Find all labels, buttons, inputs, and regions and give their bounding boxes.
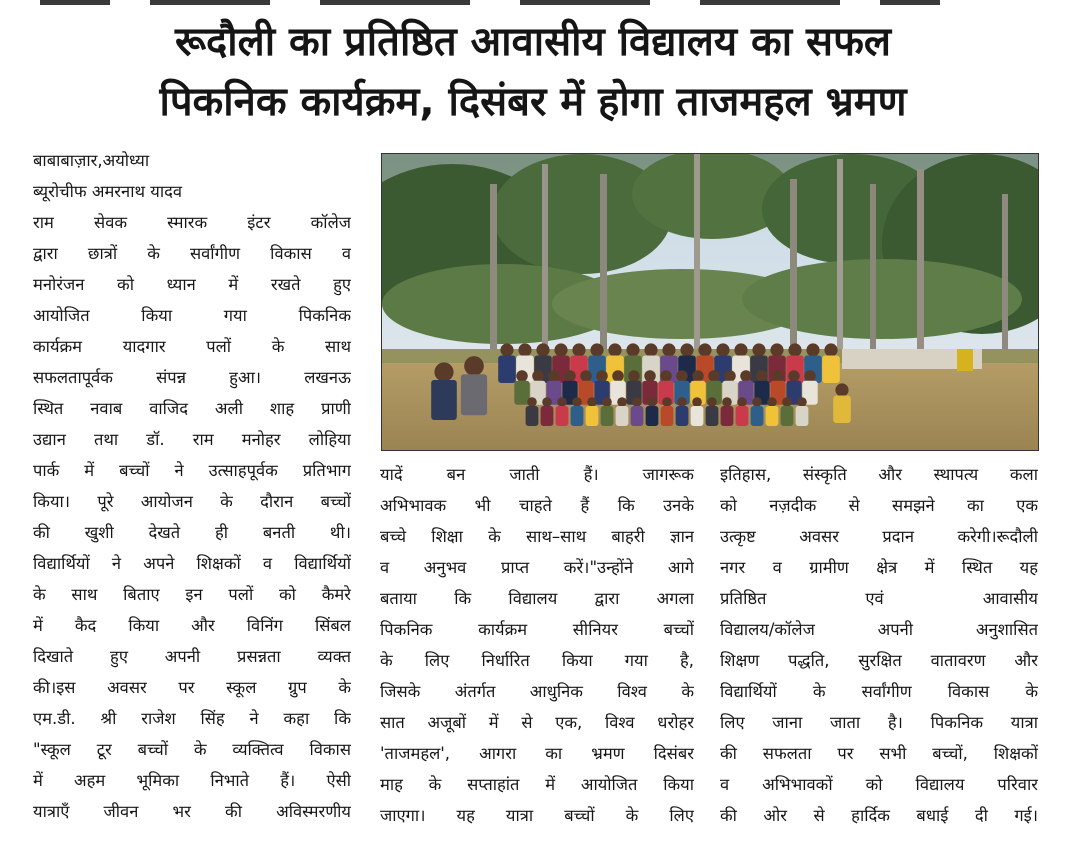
person-body: [631, 406, 644, 426]
article-text-line: "स्कूल टूर बच्चों के व्यक्तित्व विकास: [33, 740, 351, 759]
person-head: [677, 397, 687, 407]
article-column-3: [720, 459, 1038, 831]
person-body: [646, 406, 659, 426]
person-head: [602, 397, 612, 407]
person-head: [557, 397, 567, 407]
person-body: [461, 374, 487, 415]
person-head: [572, 343, 585, 356]
person-head: [740, 370, 752, 382]
headline-line-1: रूदौली का प्रतिष्ठित आवासीय विद्यालय का सफल: [174, 19, 892, 65]
person-head: [596, 370, 608, 382]
person-body: [833, 396, 851, 424]
article-text-line: लिए जाना जाता है। पिकनिक यात्रा: [720, 713, 1038, 732]
person-head: [737, 397, 747, 407]
person-head: [782, 397, 792, 407]
person-head: [708, 370, 720, 382]
person-head: [797, 397, 807, 407]
person-head: [698, 343, 711, 356]
person-head: [806, 343, 819, 356]
article-text-line: द्वारा छात्रों के सर्वांगीण विकास व: [33, 244, 351, 263]
person-head: [628, 370, 640, 382]
person-head: [676, 370, 688, 382]
article-text-line: पार्क में बच्चों ने उत्साहपूर्वक प्रतिभाग: [33, 461, 351, 480]
article-text-line: प्रतिष्ठित एवं आवासीय: [720, 589, 1038, 608]
person-head: [617, 397, 627, 407]
person-head: [626, 343, 639, 356]
person-head: [804, 370, 816, 382]
article-text-line: किया। पूरे आयोजन के दौरान बच्चों: [33, 492, 351, 511]
person-head: [644, 370, 656, 382]
person-head: [660, 370, 672, 382]
article-text-line: यादें बन जाती हैं। जागरूक: [380, 465, 694, 484]
article-text-line: यात्राएँ जीवन भर की अविस्मरणीय: [33, 802, 351, 821]
person-body: [541, 406, 554, 426]
person-head: [724, 370, 736, 382]
person-body: [736, 406, 749, 426]
person-head: [770, 343, 783, 356]
article-text-line: बताया कि विद्यालय द्वारा अगला: [380, 589, 694, 608]
cropped-text-fragment: [150, 0, 270, 5]
article-text-line: सात अजूबों में से एक, विश्व धरोहर: [380, 713, 694, 732]
person-head: [548, 370, 560, 382]
article-column-1: [33, 145, 351, 827]
article-text-line: आयोजित किया गया पिकनिक: [33, 306, 351, 325]
article-text-line: शिक्षण पद्धति, सुरक्षित वातावरण और: [720, 651, 1038, 670]
article-text-line: 'ताजमहल', आगरा का भ्रमण दिसंबर: [380, 744, 694, 763]
person-head: [500, 343, 513, 356]
article-text-line: इतिहास, संस्कृति और स्थापत्य कला: [720, 465, 1038, 484]
cropped-text-fragment: [520, 0, 650, 5]
article-text-line: में अहम भूमिका निभाते हैं। ऐसी: [33, 771, 351, 790]
person-head: [662, 397, 672, 407]
person-head: [518, 343, 531, 356]
article-text-line: उत्कृष्ट अवसर प्रदान करेगी।रूदौली: [720, 527, 1038, 546]
article-text-line: उद्यान तथा डॉ. राम मनोहर लोहिया: [33, 430, 351, 449]
person-head: [644, 343, 657, 356]
article-text-line: माह के सप्ताहांत में आयोजित किया: [380, 775, 694, 794]
article-text-line: के साथ बिताए इन पलों को कैमरे: [33, 585, 351, 604]
person-head: [767, 397, 777, 407]
person-head: [772, 370, 784, 382]
person-head: [756, 370, 768, 382]
article-text-line: विद्यार्थियों ने अपने शिक्षकों व विद्यार्थियों: [33, 554, 351, 573]
person-head: [587, 397, 597, 407]
cropped-text-fragment: [700, 0, 840, 5]
dateline-reporter: ब्यूरोचीफ अमरनाथ यादव: [33, 182, 183, 201]
cropped-previous-text: [0, 0, 1065, 8]
article-text-line: जाएगा। यह यात्रा बच्चों के लिए: [380, 806, 694, 825]
person-head: [716, 343, 729, 356]
person-head: [612, 370, 624, 382]
article-column-2: [380, 459, 694, 831]
person-body: [751, 406, 764, 426]
person-head: [734, 343, 747, 356]
person-body: [676, 406, 689, 426]
person-body: [431, 380, 457, 420]
headline-line-2: पिकनिक कार्यक्रम, दिसंबर में होगा ताजमहल भ्रमण: [159, 79, 907, 125]
article-text-line: स्थित नवाब वाजिद अली शाह प्राणी: [33, 399, 351, 418]
article-text-line: को नज़दीक से समझने का एक: [720, 496, 1038, 515]
article-text-line: पिकनिक कार्यक्रम सीनियर बच्चों: [380, 620, 694, 639]
article-text-line: व अभिभावकों को विद्यालय परिवार: [720, 775, 1038, 794]
article-text-line: नगर व ग्रामीण क्षेत्र में स्थित यह: [720, 558, 1038, 577]
cropped-text-fragment: [320, 0, 470, 5]
article-text-line: बच्चे शिक्षा के साथ–साथ बाहरी ज्ञान: [380, 527, 694, 546]
person-head: [532, 370, 544, 382]
person-body: [526, 406, 539, 426]
person-body: [766, 406, 779, 426]
person-body: [781, 406, 794, 426]
article-text-line: जिसके अंतर्गत आधुनिक विश्व के: [380, 682, 694, 701]
person-body: [586, 406, 599, 426]
person-head: [527, 397, 537, 407]
person-body: [691, 406, 704, 426]
person-head: [752, 343, 765, 356]
person-head: [752, 397, 762, 407]
person-body: [498, 356, 516, 384]
article-text-line: राम सेवक स्मारक इंटर कॉलेज: [33, 213, 351, 232]
person-head: [542, 397, 552, 407]
person-head: [464, 356, 484, 376]
cropped-text-fragment: [40, 0, 110, 5]
person-body: [706, 406, 719, 426]
article-photo: [381, 153, 1039, 451]
person-head: [835, 383, 848, 396]
person-body: [601, 406, 614, 426]
dateline-place: बाबाबाज़ार,अयोध्या: [33, 151, 150, 170]
person-head: [572, 397, 582, 407]
article-text-line: मनोरंजन को ध्यान में रखते हुए: [33, 275, 351, 294]
article-text-line: अभिभावक भी चाहते हैं कि उनके: [380, 496, 694, 515]
person-head: [580, 370, 592, 382]
person-head: [692, 370, 704, 382]
person-head: [608, 343, 621, 356]
person-body: [796, 406, 809, 426]
article-text-line: कार्यक्रम यादगार पलों के साथ: [33, 337, 351, 356]
article-text-line: की सफलता पर सभी बच्चों, शिक्षकों: [720, 744, 1038, 763]
person-head: [788, 370, 800, 382]
person-head: [564, 370, 576, 382]
person-head: [692, 397, 702, 407]
person-body: [661, 406, 674, 426]
person-head: [536, 343, 549, 356]
article-text-line: के लिए निर्धारित किया गया है,: [380, 651, 694, 670]
person-head: [788, 343, 801, 356]
article-text-line: की।इस अवसर पर स्कूल ग्रुप के: [33, 678, 351, 697]
person-body: [616, 406, 629, 426]
article-text-line: व अनुभव प्राप्त करें।"उन्होंने आगे: [380, 558, 694, 577]
person-body: [822, 356, 840, 384]
article-text-line: विद्यालय/कॉलेज अपनी अनुशासित: [720, 620, 1038, 639]
article-text-line: विद्यार्थियों के सर्वांगीण विकास के: [720, 682, 1038, 701]
person-head: [824, 343, 837, 356]
article-text-line: में कैद किया और विनिंग सिंबल: [33, 616, 351, 635]
person-head: [434, 362, 453, 381]
person-head: [590, 343, 603, 356]
person-head: [516, 370, 528, 382]
person-body: [556, 406, 569, 426]
article-text-line: की खुशी देखते ही बनती थी।: [33, 523, 351, 542]
person-body: [571, 406, 584, 426]
cropped-text-fragment: [880, 0, 940, 5]
article-text-line: की ओर से हार्दिक बधाई दी गई।: [720, 806, 1038, 825]
article-text-line: एम.डी. श्री राजेश सिंह ने कहा कि: [33, 709, 351, 728]
person-head: [554, 343, 567, 356]
article-text-line: सफलतापूर्वक संपन्न हुआ। लखनऊ: [33, 368, 351, 387]
person-head: [632, 397, 642, 407]
article-text-line: दिखाते हुए अपनी प्रसन्नता व्यक्त: [33, 647, 351, 666]
person-head: [680, 343, 693, 356]
person-head: [707, 397, 717, 407]
person-head: [722, 397, 732, 407]
person-body: [721, 406, 734, 426]
group-photo-illustration: [382, 154, 1038, 450]
person-head: [662, 343, 675, 356]
person-head: [647, 397, 657, 407]
